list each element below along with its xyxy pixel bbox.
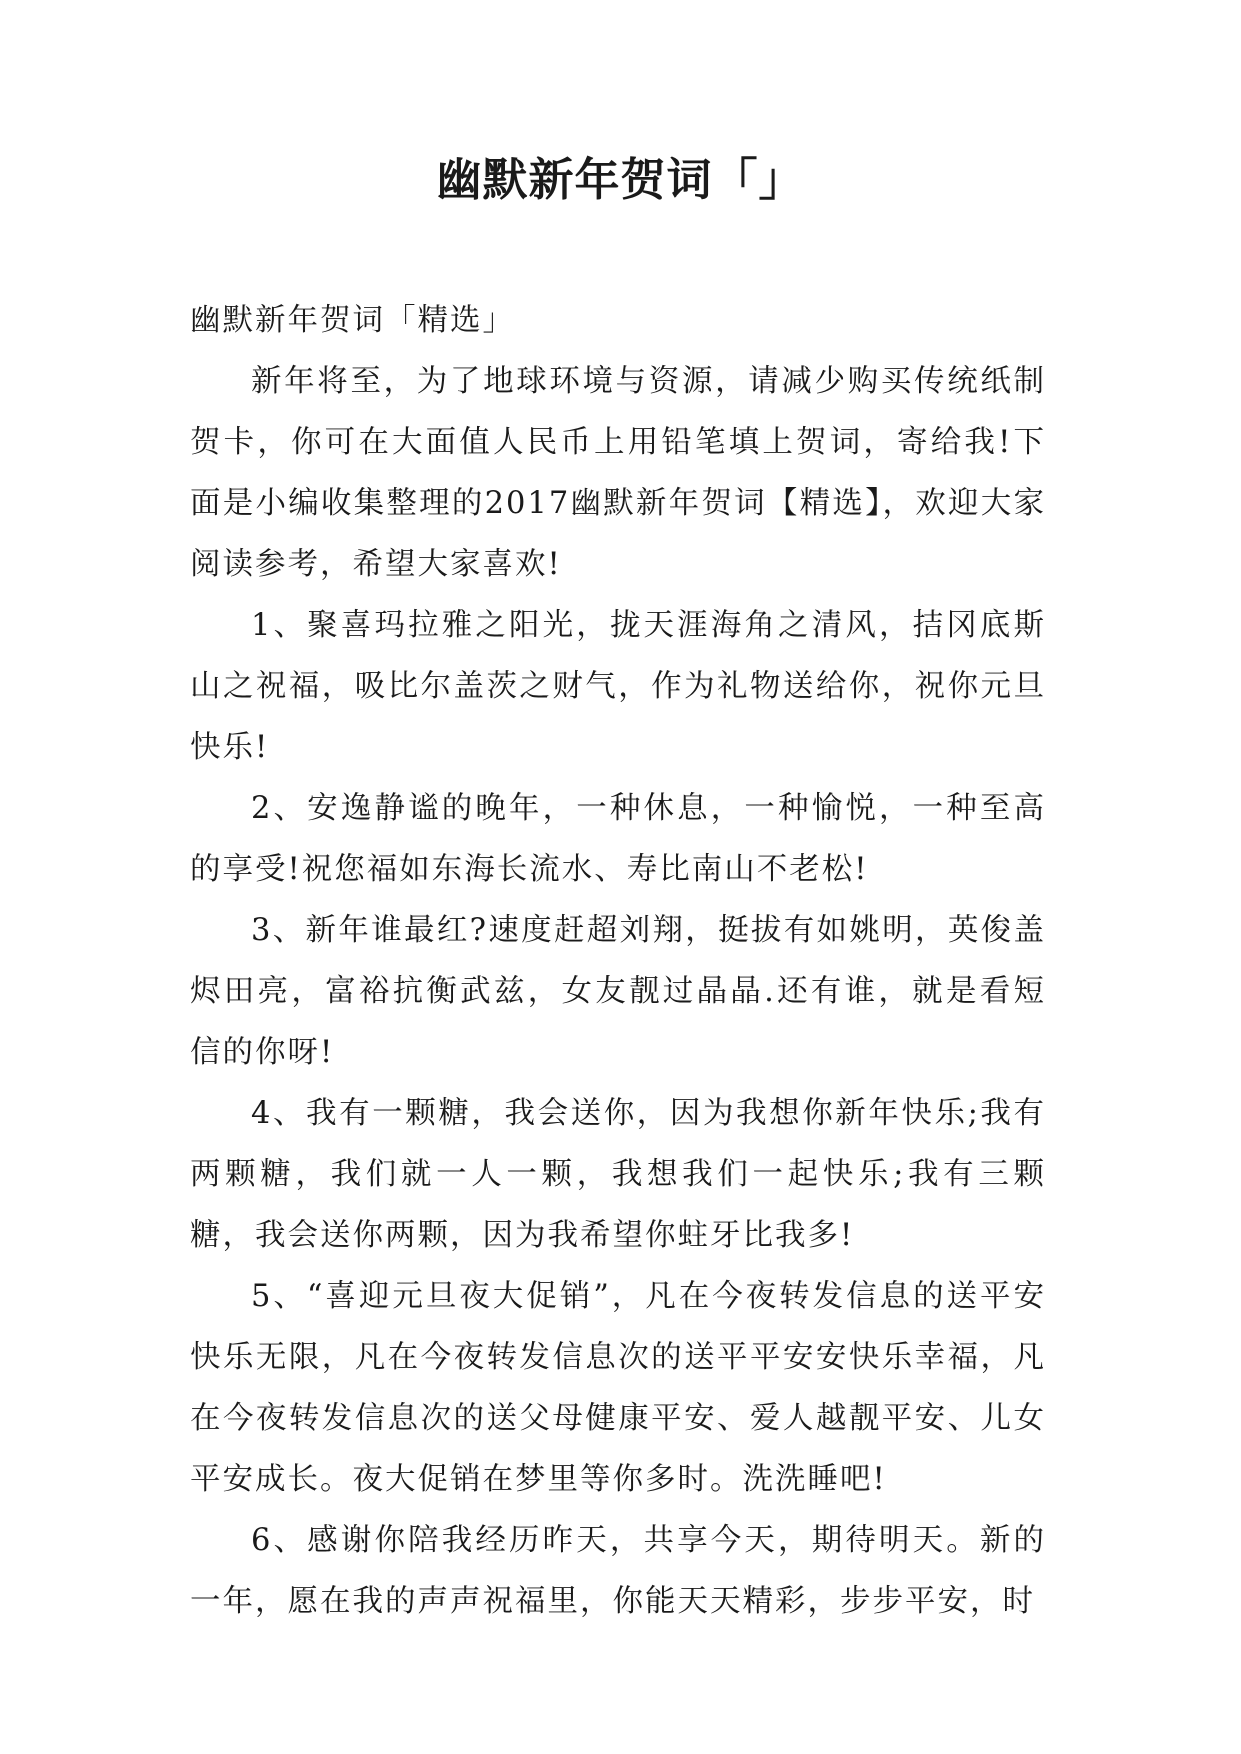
document-body <box>190 290 1046 1632</box>
intro-paragraph: 新年将至，为了地球环境与资源，请减少购买传统纸制贺卡，你可在大面值人民币上用铅笔填上贺词，寄给我!下面是小编收集整理的2017幽默新年贺词【精选】，欢迎大家阅读参考，希望大家喜欢! <box>190 364 1046 582</box>
greeting-paragraph-2: 2、安逸静谧的晚年，一种休息，一种愉悦，一种至高的享受!祝您福如东海长流水、寿比南山不老松! <box>190 791 1046 887</box>
greeting-paragraph-1: 1、聚喜玛拉雅之阳光，拢天涯海角之清风，拮冈底斯山之祝福，吸比尔盖茨之财气，作为礼物送给你，祝你元旦快乐! <box>190 608 1046 765</box>
document-subtitle: 幽默新年贺词「精选」 <box>190 303 515 338</box>
greeting-paragraph-5: 5、“喜迎元旦夜大促销”，凡在今夜转发信息的送平安快乐无限，凡在今夜转发信息次的送平平安安快乐幸福，凡在今夜转发信息次的送父母健康平安、爱人越靓平安、儿女平安成长。夜大促销在梦里等你多时。洗洗睡吧! <box>190 1279 1046 1497</box>
greeting-paragraph-6: 6、感谢你陪我经历昨天，共享今天，期待明天。新的一年，愿在我的声声祝福里，你能天天精彩，步步平安，时 <box>190 1523 1046 1619</box>
greeting-paragraph-3: 3、新年谁最红?速度赶超刘翔，挺拔有如姚明，英俊盖烬田亮，富裕抗衡武兹，女友靓过晶晶.还有谁，就是看短信的你呀! <box>190 913 1046 1070</box>
greeting-paragraph-4: 4、我有一颗糖，我会送你，因为我想你新年快乐;我有两颗糖，我们就一人一颗，我想我们一起快乐;我有三颗糖，我会送你两颗，因为我希望你蛀牙比我多! <box>190 1096 1046 1253</box>
document-title: 幽默新年贺词「」 <box>436 153 805 206</box>
